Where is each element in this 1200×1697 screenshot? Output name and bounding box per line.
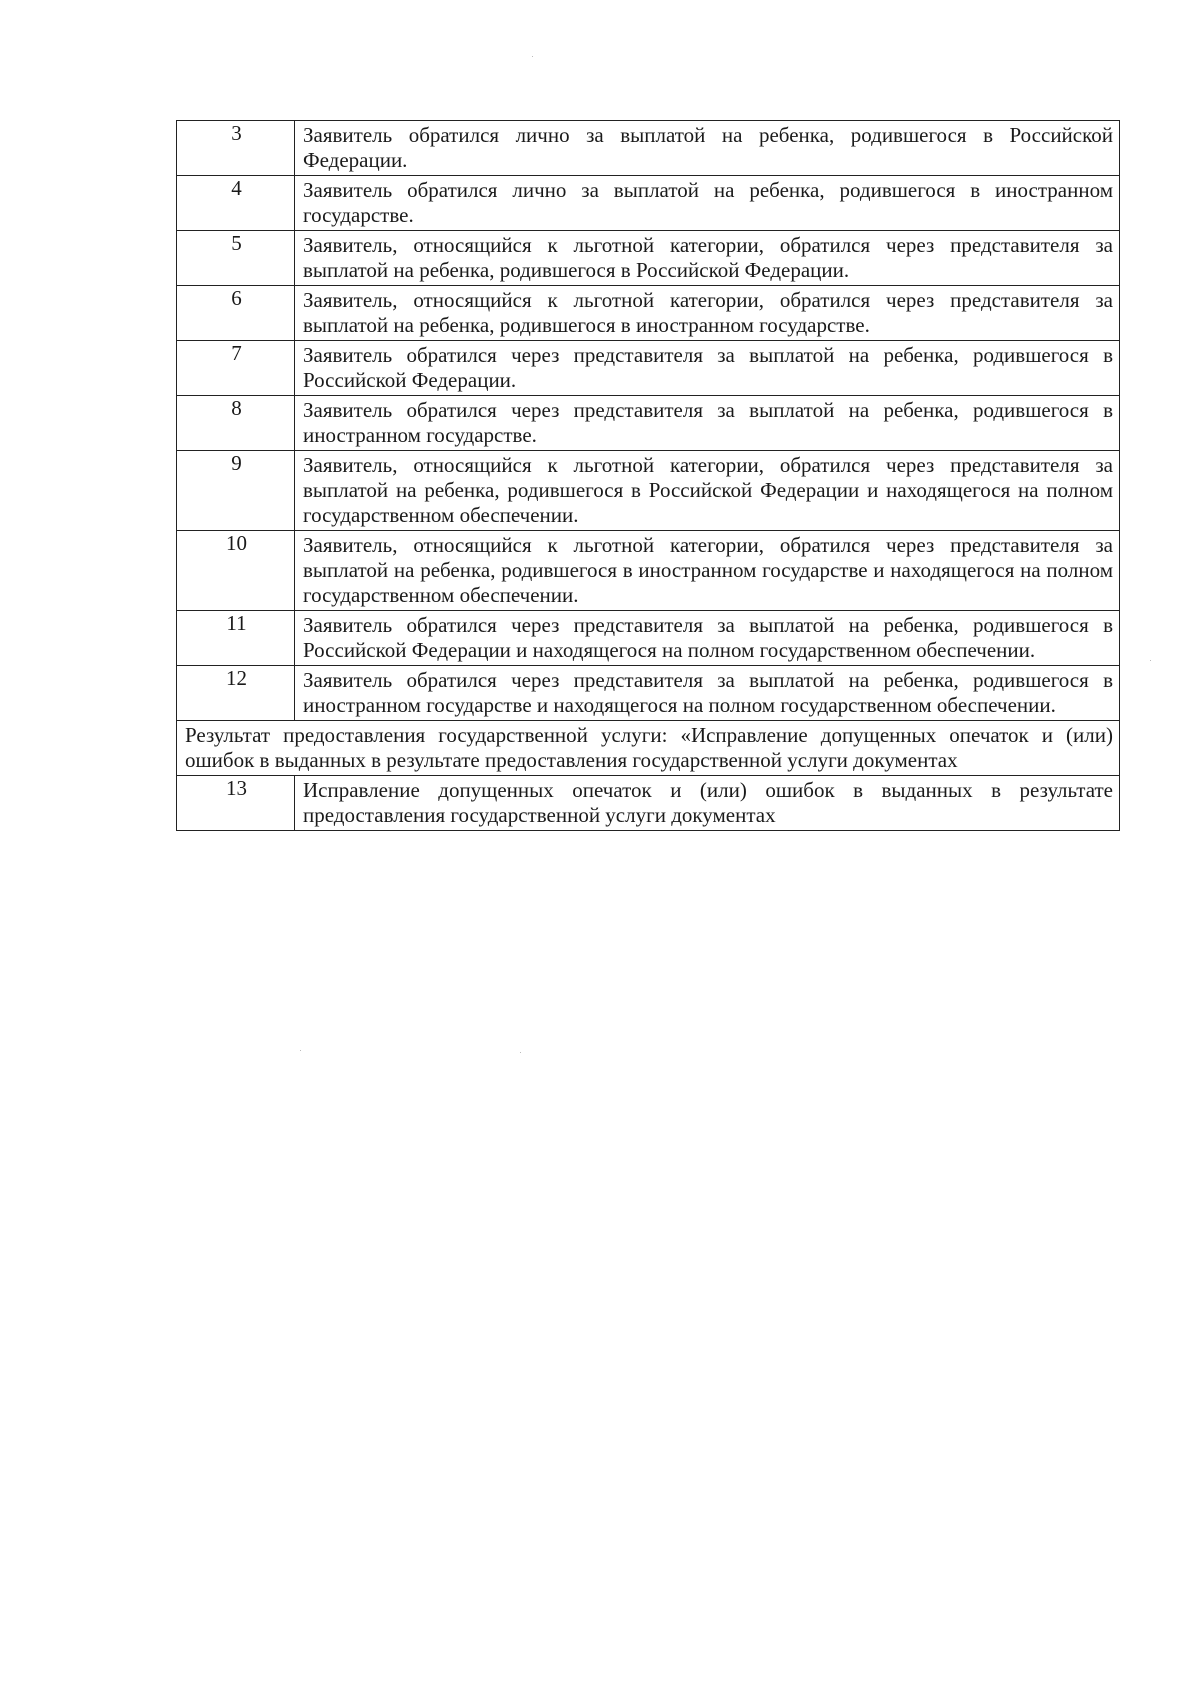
- table-row: [177, 341, 1120, 396]
- row-number: 10: [177, 531, 295, 611]
- section-header: Результат предоставления государственной услуги: «Исправление допущенных опечаток и (или) ошибок в выданных в результате предоставления государственной услуги документах: [177, 721, 1120, 776]
- row-text: Заявитель обратился через представителя за выплатой на ребенка, родившегося в иностранном государстве.: [295, 396, 1120, 451]
- row-text: Заявитель, относящийся к льготной категории, обратился через представителя за выплатой на ребенка, родившегося в иностранном государстве.: [295, 286, 1120, 341]
- row-text: Заявитель обратился лично за выплатой на ребенка, родившегося в Российской Федерации.: [295, 121, 1120, 176]
- table-row: [177, 666, 1120, 721]
- document-table: [176, 120, 1120, 831]
- row-number: 9: [177, 451, 295, 531]
- row-text: Заявитель, относящийся к льготной категории, обратился через представителя за выплатой на ребенка, родившегося в иностранном государстве и находящегося на полном государственном обеспечении.: [295, 531, 1120, 611]
- row-text: Заявитель обратился через представителя за выплатой на ребенка, родившегося в Российской Федерации и находящегося на полном государственном обеспечении.: [295, 611, 1120, 666]
- table-row: [177, 611, 1120, 666]
- table-row: [177, 231, 1120, 286]
- row-text: Заявитель, относящийся к льготной категории, обратился через представителя за выплатой на ребенка, родившегося в Российской Федерации и находящегося на полном государственном обеспечении.: [295, 451, 1120, 531]
- row-number: 8: [177, 396, 295, 451]
- table-row: [177, 121, 1120, 176]
- table-row: [177, 531, 1120, 611]
- row-number: 13: [177, 776, 295, 831]
- row-number: 7: [177, 341, 295, 396]
- row-number: 4: [177, 176, 295, 231]
- row-text: Исправление допущенных опечаток и (или) ошибок в выданных в результате предоставления государственной услуги документах: [295, 776, 1120, 831]
- row-number: 12: [177, 666, 295, 721]
- table-row: [177, 451, 1120, 531]
- table-row: [177, 396, 1120, 451]
- table-row: [177, 286, 1120, 341]
- row-text: Заявитель обратился лично за выплатой на ребенка, родившегося в иностранном государстве.: [295, 176, 1120, 231]
- row-text: Заявитель обратился через представителя за выплатой на ребенка, родившегося в иностранном государстве и находящегося на полном государственном обеспечении.: [295, 666, 1120, 721]
- scan-speck: [532, 56, 533, 57]
- table-row: [177, 176, 1120, 231]
- row-number: 3: [177, 121, 295, 176]
- row-number: 5: [177, 231, 295, 286]
- table-row: [177, 776, 1120, 831]
- scan-speck: [300, 1050, 301, 1051]
- row-text: Заявитель обратился через представителя за выплатой на ребенка, родившегося в Российской Федерации.: [295, 341, 1120, 396]
- section-header-row: [177, 721, 1120, 776]
- row-text: Заявитель, относящийся к льготной категории, обратился через представителя за выплатой на ребенка, родившегося в Российской Федерации.: [295, 231, 1120, 286]
- row-number: 11: [177, 611, 295, 666]
- row-number: 6: [177, 286, 295, 341]
- scan-speck: [1150, 660, 1151, 661]
- table-body: [177, 121, 1120, 831]
- scan-speck: [520, 1052, 521, 1053]
